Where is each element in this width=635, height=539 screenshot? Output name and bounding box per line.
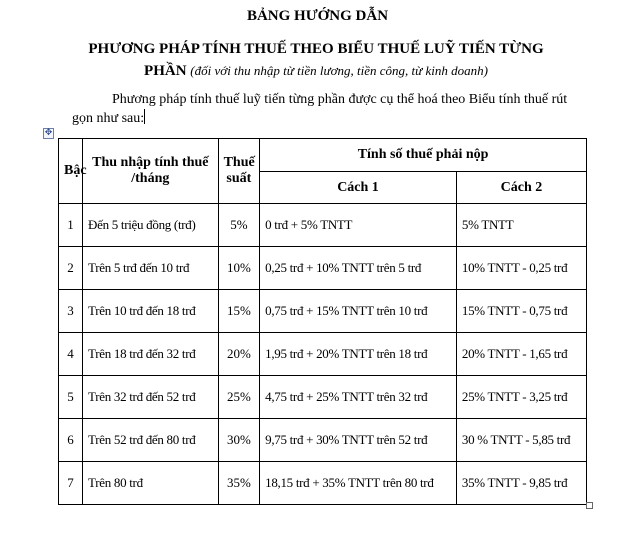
header-thue-suat: Thuế suất: [218, 139, 260, 204]
subtitle-main: PHƯƠNG PHÁP TÍNH THUẾ THEO BIỂU THUẾ LUỸ TIẾN TỪNG PHẦN: [88, 41, 544, 79]
cell-cach1: 18,15 trđ + 35% TNTT trên 80 trđ: [260, 462, 457, 505]
cell-thu-nhap: Trên 80 trđ: [83, 462, 219, 505]
header-cach2: Cách 2: [456, 172, 586, 204]
cell-cach2: 5% TNTT: [456, 204, 586, 247]
cell-thu-nhap: Trên 52 trđ đến 80 trđ: [83, 419, 219, 462]
cell-bac: 6: [59, 419, 83, 462]
table-move-handle-icon[interactable]: ✥: [44, 128, 53, 138]
cell-cach1: 9,75 trđ + 30% TNTT trên 52 trđ: [260, 419, 457, 462]
cell-bac: 1: [59, 204, 83, 247]
cell-cach2: 10% TNTT - 0,25 trđ: [456, 247, 586, 290]
header-bac: Bậc: [59, 139, 83, 204]
cell-thu-nhap: Đến 5 triệu đồng (trđ): [83, 204, 219, 247]
table-row: [59, 290, 587, 333]
cell-cach2: 35% TNTT - 9,85 trđ: [456, 462, 586, 505]
tax-table: [58, 138, 587, 505]
cell-cach1: 4,75 trđ + 25% TNTT trên 32 trđ: [260, 376, 457, 419]
intro-paragraph[interactable]: [72, 90, 572, 128]
header-thu-nhap: Thu nhập tính thuế /tháng: [83, 139, 219, 204]
subtitle-note: (đối với thu nhập từ tiền lương, tiền công, từ kinh doanh): [190, 63, 488, 78]
cell-thue-suat: 10%: [218, 247, 260, 290]
table-row: [59, 376, 587, 419]
table-row: [59, 419, 587, 462]
cell-thue-suat: 5%: [218, 204, 260, 247]
cell-thue-suat: 25%: [218, 376, 260, 419]
cell-cach1: 0,75 trđ + 15% TNTT trên 10 trđ: [260, 290, 457, 333]
text-cursor: [144, 109, 145, 124]
cell-thu-nhap: Trên 5 trđ đến 10 trđ: [83, 247, 219, 290]
cell-cach2: 30 % TNTT - 5,85 trđ: [456, 419, 586, 462]
table-resize-handle[interactable]: [586, 502, 593, 509]
cell-bac: 3: [59, 290, 83, 333]
table-row: [59, 247, 587, 290]
cell-thu-nhap: Trên 32 trđ đến 52 trđ: [83, 376, 219, 419]
cell-thue-suat: 35%: [218, 462, 260, 505]
cell-bac: 2: [59, 247, 83, 290]
header-tinh-so-thue: Tính số thuế phải nộp: [260, 139, 587, 172]
table-row: [59, 333, 587, 376]
cell-thu-nhap: Trên 18 trđ đến 32 trđ: [83, 333, 219, 376]
header-cach1: Cách 1: [260, 172, 457, 204]
cell-thue-suat: 15%: [218, 290, 260, 333]
cell-cach1: 0,25 trđ + 10% TNTT trên 5 trđ: [260, 247, 457, 290]
cell-cach2: 15% TNTT - 0,75 trđ: [456, 290, 586, 333]
cell-bac: 5: [59, 376, 83, 419]
cell-cach1: 1,95 trđ + 20% TNTT trên 18 trđ: [260, 333, 457, 376]
document-title: BẢNG HƯỚNG DẪN: [246, 8, 389, 24]
table-row: [59, 204, 587, 247]
cell-thue-suat: 30%: [218, 419, 260, 462]
cell-thu-nhap: Trên 10 trđ đến 18 trđ: [83, 290, 219, 333]
cell-bac: 7: [59, 462, 83, 505]
cell-cach2: 25% TNTT - 3,25 trđ: [456, 376, 586, 419]
intro-text: Phương pháp tính thuế luỹ tiến từng phần được cụ thể hoá theo Biểu tính thuế rút gọn như sau:: [72, 92, 568, 126]
cell-thue-suat: 20%: [218, 333, 260, 376]
document-subtitle: [70, 38, 562, 82]
table-header-row: [59, 139, 587, 172]
table-row: [59, 462, 587, 505]
cell-cach1: 0 trđ + 5% TNTT: [260, 204, 457, 247]
cell-bac: 4: [59, 333, 83, 376]
cell-cach2: 20% TNTT - 1,65 trđ: [456, 333, 586, 376]
